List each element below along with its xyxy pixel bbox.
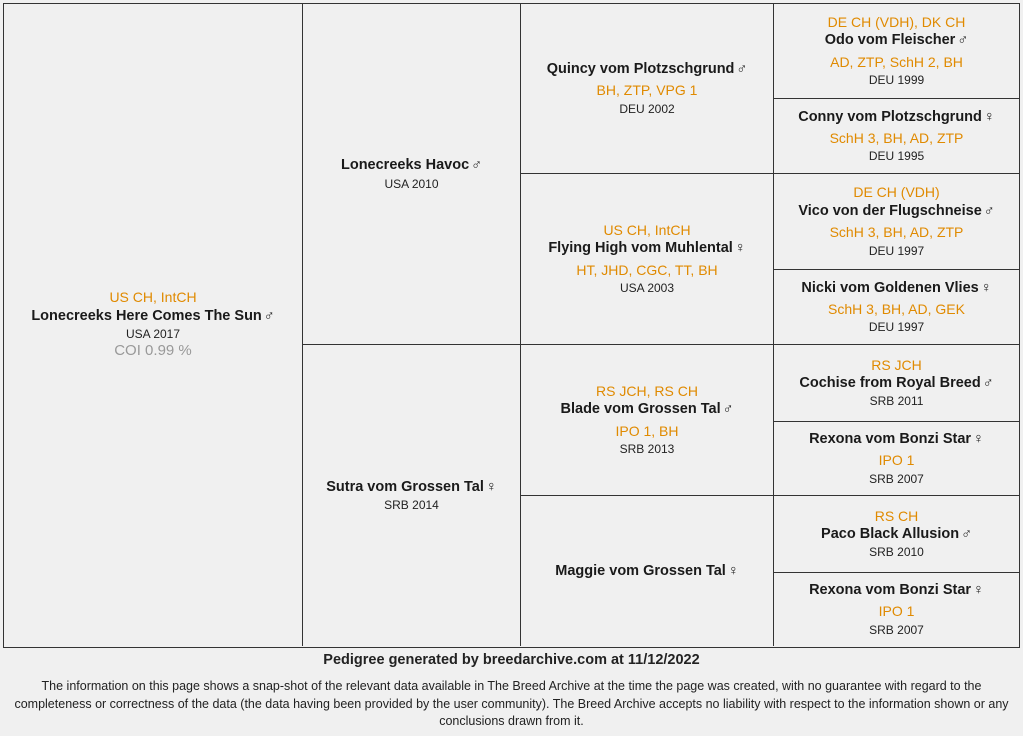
dog-name-link[interactable] — [341, 156, 482, 174]
dog-name-link[interactable] — [799, 374, 993, 392]
country-year: SRB 2011 — [869, 394, 924, 409]
dog-name: Rexona vom Bonzi Star — [809, 582, 972, 599]
dog-name: Quincy vom Plotzschgrund — [546, 61, 735, 78]
female-icon: ♀ — [983, 108, 995, 125]
dog-name-link[interactable] — [31, 307, 274, 325]
disclaimer-text: The information on this page shows a snap-shot of the relevant data available in The Breed Archive at the time the page was created, with no guarantee with regard to the completeness or correctness of the data (the data having been provided by the user community). The Breed Archive accepts no liability with respect to the information shown or any conclusions drawn from it. — [14, 679, 1009, 728]
title-suffix: IPO 1 — [878, 603, 915, 620]
male-icon: ♂ — [736, 61, 748, 78]
ancestor-cell — [774, 174, 1019, 270]
country-year: DEU 2002 — [619, 101, 675, 116]
pedigree-table — [3, 3, 1020, 648]
title-suffix: AD, ZTP, SchH 2, BH — [830, 53, 963, 70]
dog-name: Conny vom Plotzschgrund — [798, 108, 982, 125]
title-prefix: RS JCH, RS CH — [596, 382, 698, 399]
male-icon: ♂ — [471, 157, 483, 174]
dog-name-link[interactable] — [548, 239, 745, 257]
ancestor-cell — [774, 99, 1019, 174]
dog-name-link[interactable] — [809, 430, 984, 448]
dog-name-link[interactable] — [801, 279, 991, 297]
dog-name: Nicki vom Goldenen Vlies — [801, 279, 979, 296]
dog-name-link[interactable] — [798, 108, 995, 126]
dog-name: Sutra vom Grossen Tal — [326, 478, 484, 495]
dog-name: Rexona vom Bonzi Star — [809, 431, 972, 448]
dog-name: Cochise from Royal Breed — [799, 375, 981, 392]
country-year: SRB 2013 — [619, 442, 675, 457]
dog-name-link[interactable] — [326, 478, 497, 496]
footer — [0, 648, 1023, 731]
male-icon: ♂ — [957, 32, 969, 49]
title-suffix: IPO 1, BH — [615, 422, 679, 439]
dog-name: Lonecreeks Havoc — [340, 157, 470, 174]
female-icon: ♀ — [973, 431, 984, 448]
title-suffix: BH, ZTP, VPG 1 — [596, 82, 698, 99]
country-year: USA 2017 — [125, 326, 181, 341]
country-year: SRB 2014 — [384, 498, 439, 513]
country-year: USA 2003 — [619, 281, 675, 296]
title-prefix: RS JCH — [871, 356, 922, 373]
title-suffix: SchH 3, BH, AD, GEK — [828, 300, 965, 317]
ancestor-cell — [521, 345, 774, 496]
male-icon: ♂ — [982, 375, 994, 392]
ancestor-cell — [521, 496, 774, 646]
ancestor-cell — [774, 270, 1019, 345]
female-icon: ♀ — [980, 279, 992, 296]
title-prefix: US CH, IntCH — [603, 221, 691, 238]
dog-name-link[interactable] — [821, 525, 972, 543]
ancestor-cell — [303, 345, 521, 646]
male-icon: ♂ — [983, 202, 995, 219]
dog-name-link[interactable] — [809, 581, 984, 599]
male-icon: ♂ — [961, 526, 972, 543]
female-icon: ♀ — [973, 582, 984, 599]
dog-name: Maggie vom Grossen Tal — [555, 562, 726, 579]
dog-name-link[interactable] — [561, 400, 734, 418]
country-year: DEU 1997 — [868, 243, 925, 258]
title-suffix: IPO 1 — [878, 452, 915, 469]
ancestor-cell — [774, 422, 1019, 496]
title-suffix: SchH 3, BH, AD, ZTP — [829, 224, 964, 241]
dog-name-link[interactable] — [547, 60, 748, 78]
ancestor-cell — [774, 4, 1019, 99]
ancestor-cell — [774, 573, 1019, 646]
ancestor-cell — [521, 4, 774, 174]
country-year: DEU 1995 — [868, 149, 925, 164]
dog-name-link[interactable] — [798, 202, 994, 220]
title-suffix: HT, JHD, CGC, TT, BH — [576, 261, 718, 278]
title-prefix: DE CH (VDH), DK CH — [827, 13, 966, 30]
title-prefix: US CH, IntCH — [109, 289, 197, 306]
subject-dog-cell — [4, 4, 303, 646]
country-year: SRB 2007 — [869, 471, 924, 486]
dog-name: Vico von der Flugschneise — [798, 202, 982, 219]
country-year: SRB 2007 — [869, 622, 924, 637]
male-icon: ♂ — [263, 307, 275, 324]
coi-value: COI 0.99 % — [114, 341, 192, 359]
dog-name-link[interactable] — [555, 562, 738, 580]
dog-name-link[interactable] — [825, 31, 968, 49]
male-icon: ♂ — [722, 401, 734, 418]
ancestor-cell — [774, 496, 1019, 573]
title-prefix: DE CH (VDH) — [853, 184, 940, 201]
dog-name: Flying High vom Muhlental — [548, 240, 733, 257]
dog-name: Paco Black Allusion — [821, 526, 960, 543]
ancestor-cell — [774, 345, 1019, 422]
female-icon: ♀ — [727, 562, 739, 579]
country-year: DEU 1999 — [868, 73, 925, 88]
female-icon: ♀ — [485, 478, 497, 495]
dog-name: Lonecreeks Here Comes The Sun — [31, 307, 262, 324]
country-year: DEU 1997 — [868, 320, 925, 335]
ancestor-cell — [521, 174, 774, 345]
title-suffix: SchH 3, BH, AD, ZTP — [829, 129, 964, 146]
dog-name: Odo vom Fleischer — [824, 32, 956, 49]
dog-name: Blade vom Grossen Tal — [560, 401, 721, 418]
female-icon: ♀ — [734, 240, 746, 257]
ancestor-cell — [303, 4, 521, 345]
title-prefix: RS CH — [874, 507, 919, 524]
country-year: SRB 2010 — [869, 545, 924, 560]
generated-note: Pedigree generated by breedarchive.com at 11/12/2022 — [323, 652, 700, 668]
country-year: USA 2010 — [384, 176, 439, 191]
